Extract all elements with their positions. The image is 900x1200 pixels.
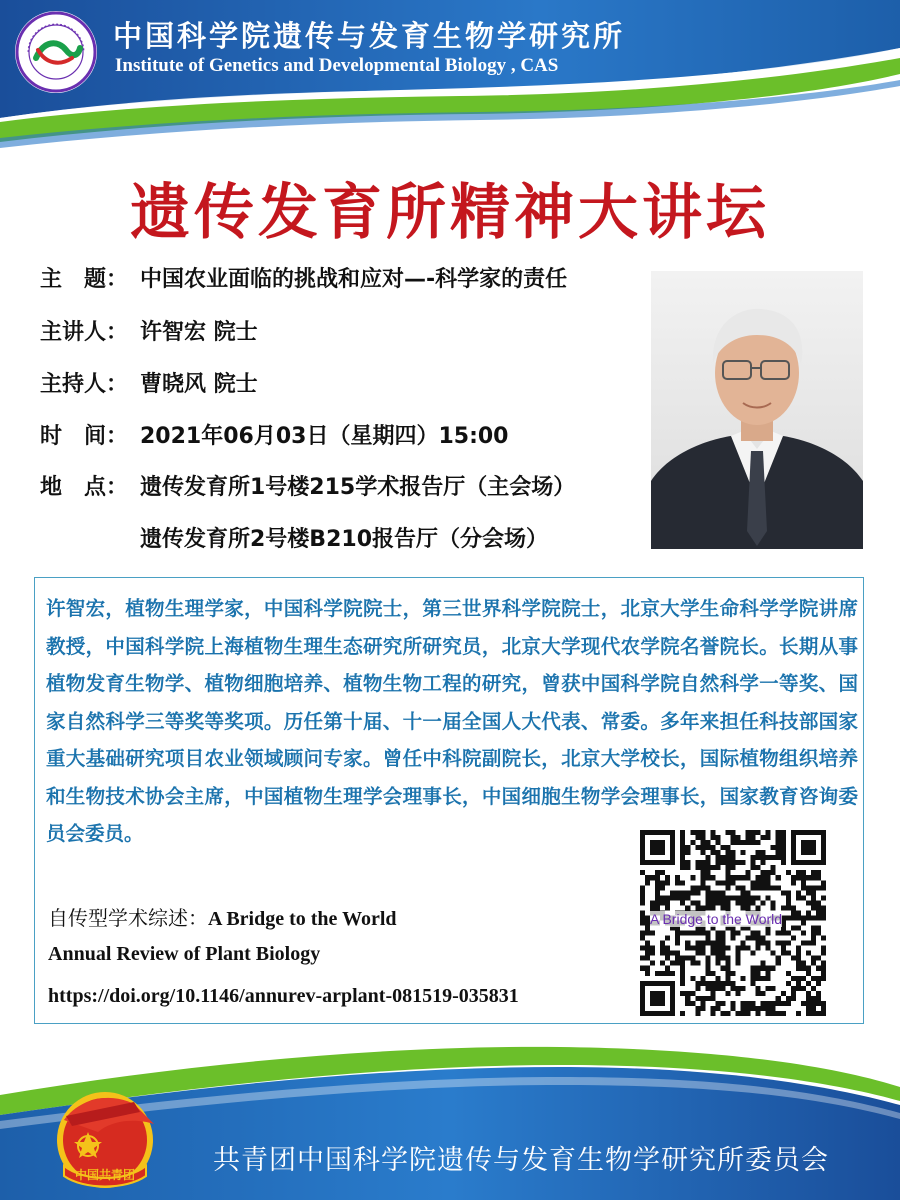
qr-caption: A Bridge to the World <box>650 911 783 927</box>
lecture-series-title: 遗传发育所精神大讲坛 <box>130 178 770 248</box>
venue-branch-line <box>140 522 548 553</box>
venue-label: 地 点： <box>40 475 129 500</box>
institute-name-english: Institute of Genetics and Developmental Biology , CAS <box>115 55 559 76</box>
speaker-value: 许智宏 院士 <box>140 320 258 345</box>
institute-name-chinese: 中国科学院遗传与发育生物学研究所 <box>113 19 626 53</box>
speaker-portrait <box>651 271 863 549</box>
speaker-biography: 许智宏，植物生理学家，中国科学院院士，第三世界科学院院士，北京大学生命科学学院讲席教授，中国科学院上海植物生理生态研究所研究员，北京大学现代农学院名誉院长。长期从事植物发育生物学、植物细胞培养、植物生物工程的研究，曾获中国科学院自然科学一等奖、国家自然科学三等奖等奖项。历任第十届、十一届全国人大代表、常委。多年来担任科技部国家重大基础研究项目农业领域顾问专家。曾任中科院副院长，北京大学校长，国际植物组织培养和生物技术协会主席，中国植物生理学会理事长，中国细胞生物学会理事长，国家教育咨询委员会委员。 <box>46 597 858 845</box>
host-value: 曹晓风 院士 <box>140 372 258 397</box>
venue-line <box>40 470 575 501</box>
youth-league-badge <box>50 1080 160 1192</box>
reference-title-line <box>48 902 397 931</box>
organizer-name: 共青团中国科学院遗传与发育生物学研究所委员会 <box>213 1145 829 1176</box>
host-label: 主持人： <box>40 372 129 397</box>
speaker-label: 主讲人： <box>40 320 129 345</box>
venue-main-value: 遗传发育所1号楼215学术报告厅（主会场） <box>140 475 576 500</box>
topic-label: 主 题： <box>40 267 129 292</box>
time-line <box>40 419 509 450</box>
badge-text: 中国共青团 <box>74 1168 136 1182</box>
venue-branch-value: 遗传发育所2号楼B210报告厅（分会场） <box>140 527 549 552</box>
host-line <box>40 367 258 398</box>
topic-line <box>40 262 567 293</box>
reference-doi-link[interactable]: https://doi.org/10.1146/annurev-arplant-081519-035831 <box>48 985 519 1007</box>
reference-prefix: 自传型学术综述： <box>48 906 208 930</box>
institute-logo <box>14 10 98 94</box>
reference-journal: Annual Review of Plant Biology <box>48 943 321 965</box>
time-label: 时 间： <box>40 424 129 449</box>
time-value: 2021年06月03日（星期四）15:00 <box>140 424 509 449</box>
speaker-line <box>40 315 258 346</box>
topic-value: 中国农业面临的挑战和应对—-科学家的责任 <box>140 267 568 292</box>
reference-paper-title: A Bridge to the World <box>208 908 397 930</box>
